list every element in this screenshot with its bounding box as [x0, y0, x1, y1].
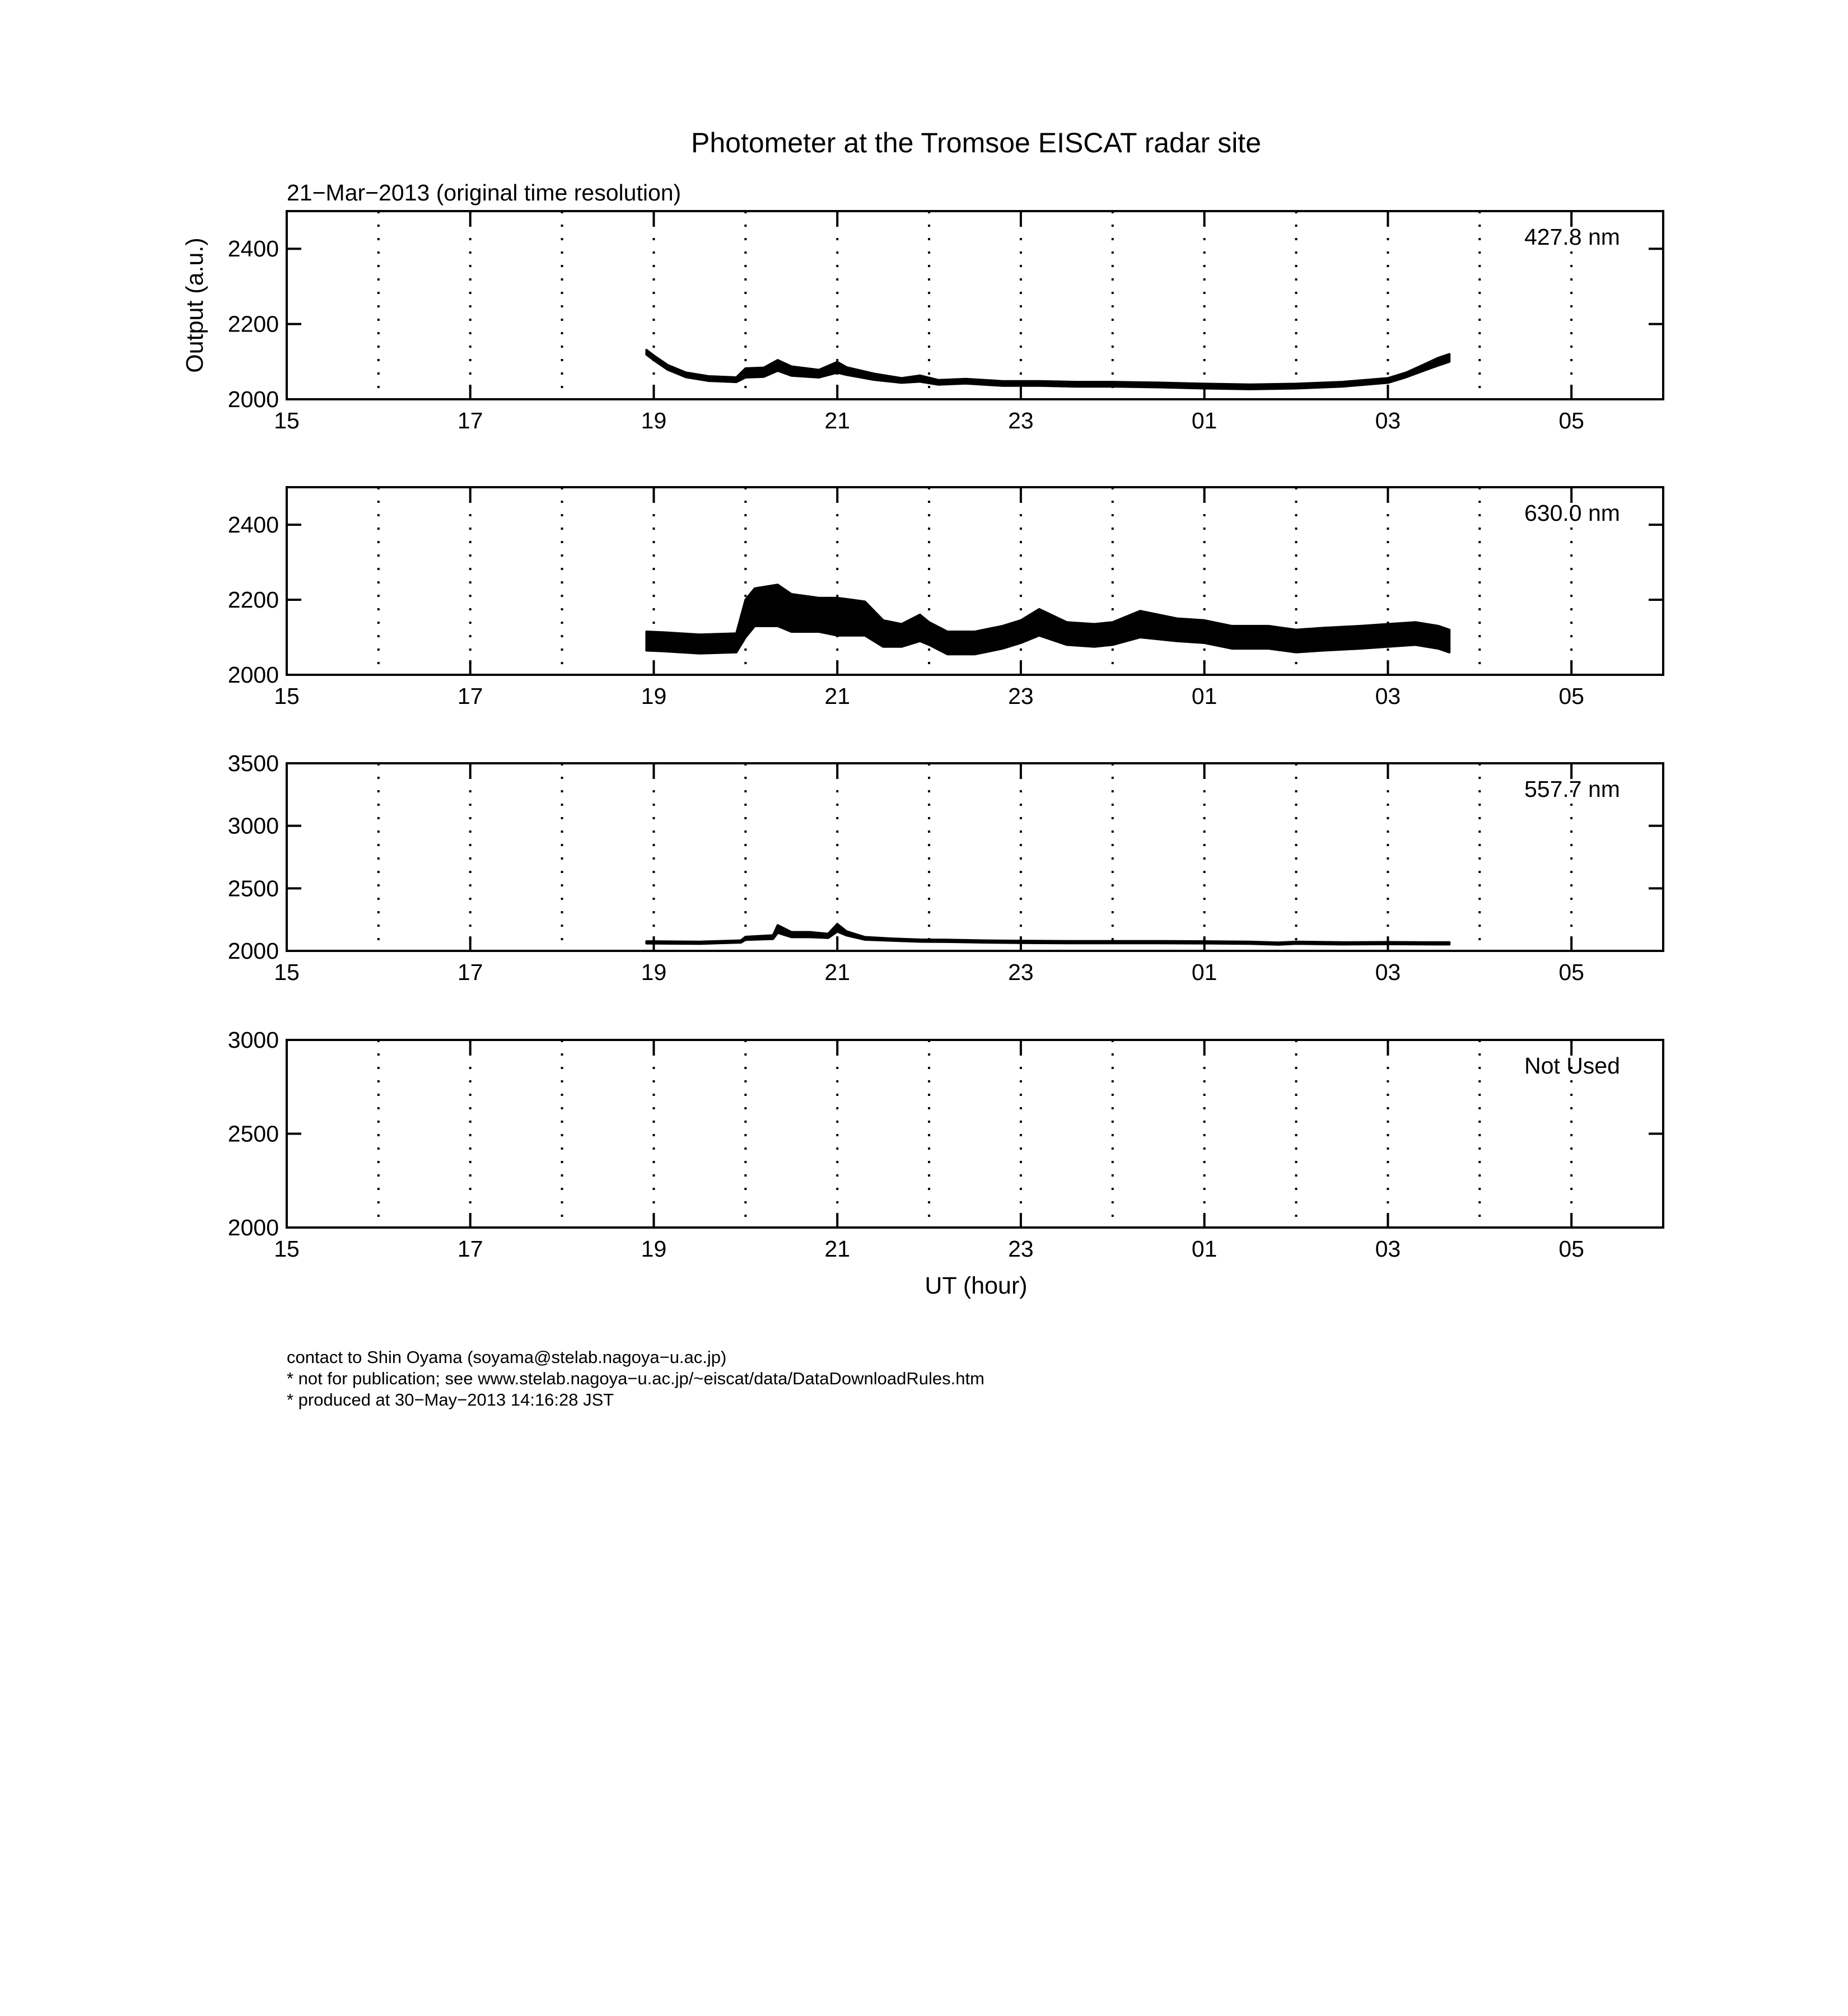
- x-tick-label: 23: [1008, 959, 1034, 985]
- y-tick-label: 2200: [227, 311, 279, 337]
- x-tick-label: 17: [457, 683, 483, 709]
- x-tick-label: 01: [1191, 959, 1217, 985]
- x-tick-label: 23: [1008, 1236, 1034, 1262]
- x-tick-label: 05: [1558, 408, 1584, 433]
- x-tick-label: 21: [824, 1236, 851, 1262]
- x-tick-label: 19: [641, 408, 667, 433]
- x-tick-label: 15: [274, 1236, 300, 1262]
- y-tick-label: 2400: [227, 512, 279, 538]
- x-tick-label: 17: [457, 959, 483, 985]
- panel-label: 630.0 nm: [1524, 500, 1620, 526]
- y-tick-label: 2500: [227, 1121, 279, 1147]
- footer-notes: [287, 1347, 984, 1411]
- axes-box: [287, 211, 1663, 399]
- x-tick-label: 19: [641, 1236, 667, 1262]
- y-tick-label: 3500: [227, 750, 279, 776]
- y-tick-label: 2000: [227, 662, 279, 688]
- x-tick-label: 05: [1558, 959, 1584, 985]
- y-tick-label: 2400: [227, 236, 279, 262]
- x-tick-label: 15: [274, 959, 300, 985]
- y-tick-label: 3000: [227, 813, 279, 839]
- footer-contact: contact to Shin Oyama (soyama@stelab.nagoya−u.ac.jp): [287, 1347, 727, 1367]
- panels: [228, 211, 1663, 1262]
- y-tick-label: 2000: [227, 1215, 279, 1240]
- panel-4: [228, 1027, 1663, 1262]
- x-tick-label: 23: [1008, 408, 1034, 433]
- x-tick-label: 05: [1558, 683, 1584, 709]
- axes-box: [287, 1040, 1663, 1228]
- x-tick-label: 17: [457, 408, 483, 433]
- x-tick-label: 15: [274, 683, 300, 709]
- panel-2: [228, 487, 1663, 709]
- panel-1: [228, 211, 1663, 433]
- footer-rules: * not for publication; see www.stelab.nagoya−u.ac.jp/~eiscat/data/DataDownloadRules.htm: [287, 1369, 984, 1388]
- x-tick-label: 01: [1191, 408, 1217, 433]
- x-axis-title: UT (hour): [925, 1272, 1028, 1299]
- x-tick-label: 23: [1008, 683, 1034, 709]
- x-tick-label: 03: [1375, 1236, 1401, 1262]
- footer-produced: * produced at 30−May−2013 14:16:28 JST: [287, 1390, 614, 1410]
- x-tick-label: 01: [1191, 1236, 1217, 1262]
- x-tick-label: 21: [824, 683, 851, 709]
- y-axis-title: Output (a.u.): [181, 237, 208, 373]
- x-tick-label: 05: [1558, 1236, 1584, 1262]
- x-tick-label: 17: [457, 1236, 483, 1262]
- panel-label: 557.7 nm: [1524, 776, 1620, 802]
- panel-3: [228, 750, 1663, 985]
- x-tick-label: 21: [824, 408, 851, 433]
- chart-subtitle: 21−Mar−2013 (original time resolution): [287, 180, 682, 206]
- x-tick-label: 19: [641, 959, 667, 985]
- y-tick-label: 2500: [227, 875, 279, 902]
- panel-label: 427.8 nm: [1524, 224, 1620, 250]
- panel-label: Not Used: [1524, 1053, 1620, 1079]
- chart-title: Photometer at the Tromsoe EISCAT radar site: [690, 127, 1262, 158]
- y-tick-label: 2000: [227, 386, 279, 412]
- x-tick-label: 19: [641, 683, 667, 709]
- axes-box: [287, 763, 1663, 951]
- y-tick-label: 2000: [227, 938, 279, 964]
- x-tick-label: 03: [1375, 408, 1401, 433]
- y-tick-label: 3000: [227, 1027, 279, 1053]
- x-tick-label: 03: [1375, 959, 1401, 985]
- y-tick-label: 2200: [227, 587, 279, 613]
- x-tick-label: 01: [1191, 683, 1217, 709]
- x-tick-label: 03: [1375, 683, 1401, 709]
- x-tick-label: 21: [824, 959, 851, 985]
- x-tick-label: 15: [274, 408, 300, 433]
- series-band-1: [646, 585, 1449, 654]
